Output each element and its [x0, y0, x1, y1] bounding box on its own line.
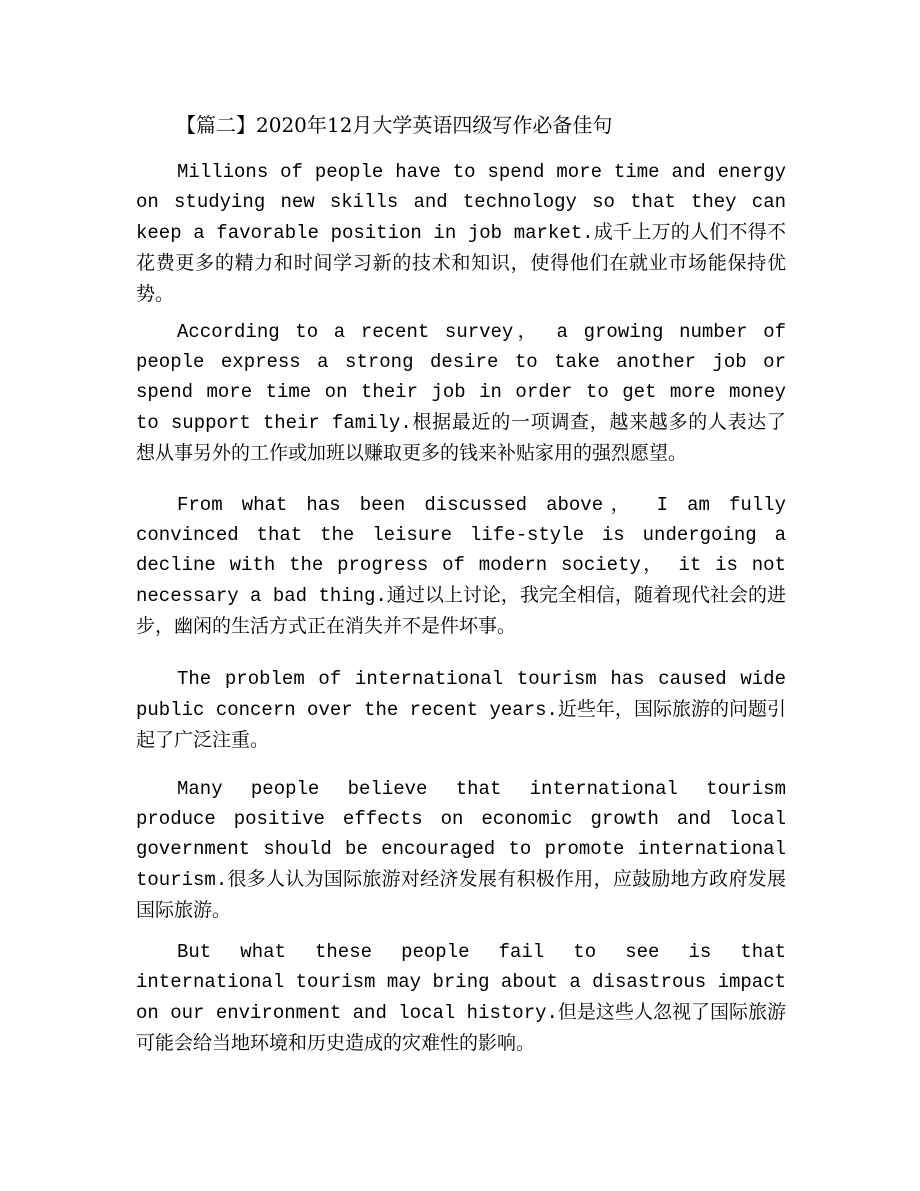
paragraph-2-chinese: 根据最近的一项调查，越来越多的人表达了想从事另外的工作或加班以赚取更多的钱来补贴家用的强烈愿望。	[136, 411, 786, 464]
paragraph-6	[136, 937, 786, 1059]
paragraph-3	[136, 490, 786, 642]
paragraph-4-chinese: 近些年，国际旅游的问题引起了广泛注重。	[136, 698, 786, 751]
document-title: 【篇二】2020年12月大学英语四级写作必备佳句	[176, 113, 613, 137]
paragraph-4-english: The problem of international tourism has caused wide public concern over the recent years.	[136, 668, 786, 721]
paragraph-2-english: According to a recent survey， a growing number of people express a strong desire to take another job or spend more time on their job in order to get more money to support their family.	[136, 321, 786, 434]
paragraph-6-chinese: 但是这些人忽视了国际旅游可能会给当地环境和历史造成的灾难性的影响。	[136, 1001, 786, 1054]
paragraph-3-chinese: 通过以上讨论，我完全相信，随着现代社会的进步，幽闲的生活方式正在消失并不是件坏事。	[136, 584, 786, 637]
paragraph-5-english: Many people believe that international tourism produce positive effects on economic growth and local government should be encouraged to promote international tourism.	[136, 778, 786, 891]
paragraph-1-english: Millions of people have to spend more time and energy on studying new skills and technology so that they can keep a favorable position in job market.	[136, 161, 786, 244]
paragraph-5	[136, 774, 786, 926]
paragraph-2	[136, 317, 786, 469]
paragraph-4	[136, 664, 786, 756]
paragraph-5-chinese: 很多人认为国际旅游对经济发展有积极作用，应鼓励地方政府发展国际旅游。	[136, 868, 786, 921]
paragraph-1	[136, 157, 786, 310]
paragraph-6-english: But what these people fail to see is that international tourism may bring about a disastrous impact on our environment and local history.	[136, 941, 786, 1024]
paragraph-1-chinese: 成千上万的人们不得不花费更多的精力和时间学习新的技术和知识，使得他们在就业市场能保持优势。	[136, 221, 786, 305]
paragraph-3-english: From what has been discussed above， I am fully convinced that the leisure life-style is undergoing a decline with the progress of modern society， it is not necessary a bad thing.	[136, 494, 786, 607]
